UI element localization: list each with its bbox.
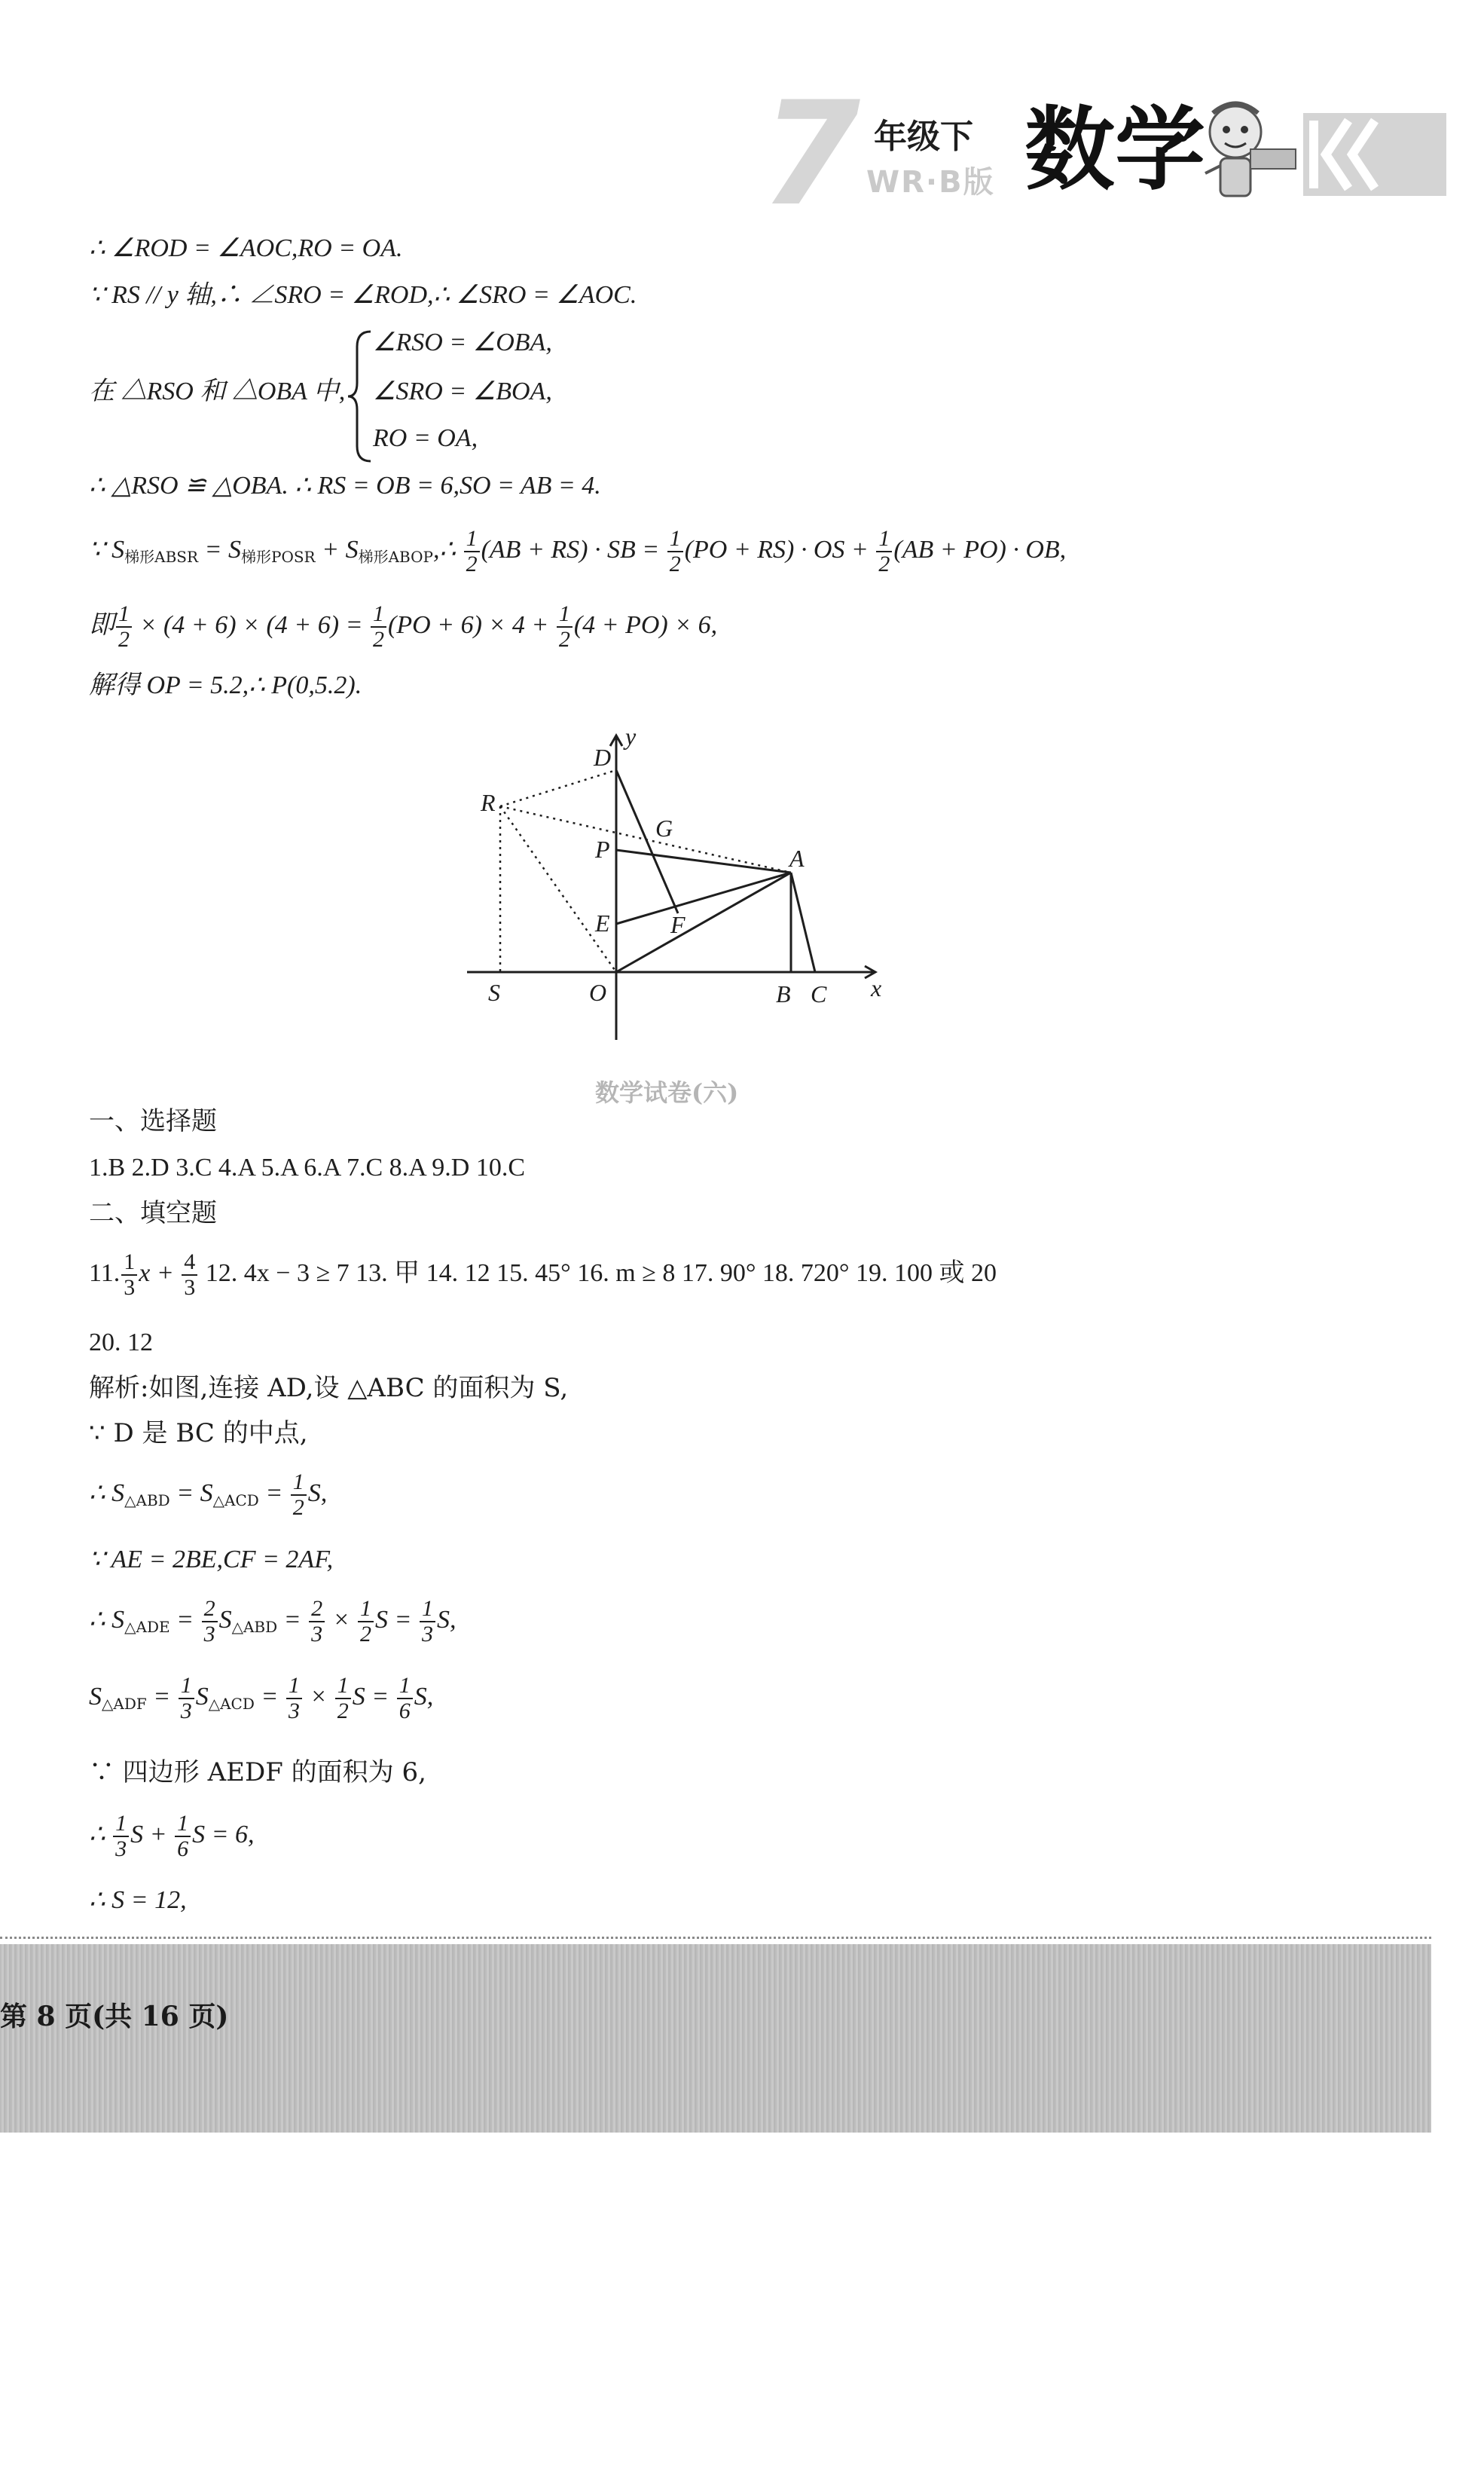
fraction-half: $\frac{1}{2}$: [557, 602, 573, 652]
fill-answers: 11. $\frac{1}{3}$ x + $\frac{4}{3}$ 12. 4x − 3 ≥ 7 13. 甲 14. 12 15. 45° 16. m ≥ 8 17. 90° 18. 720° 19. 100 或 20: [89, 1249, 997, 1301]
subject-title: 数学: [1024, 98, 1205, 203]
calc-equation: 即 $\frac{1}{2}$ × (4 + 6) × (4 + 6) = $\frac{1}{2}$ (PO + 6) × 4 + $\frac{1}{2}$ (4 + PO) × 6,: [89, 601, 718, 653]
label-p: P: [595, 836, 610, 863]
geometry-figure: [452, 723, 904, 1070]
fraction-half: $\frac{1}{2}$: [667, 527, 683, 576]
fraction-third: $\frac{1}{3}$: [179, 1674, 194, 1723]
grade-seven-mark: 7: [761, 71, 861, 237]
label-s: S: [488, 979, 500, 1006]
fraction-half: $\frac{1}{2}$: [876, 527, 892, 576]
analysis-line-4: ∵ AE = 2BE,CF = 2AF,: [89, 1546, 334, 1573]
analysis-line-3: ∴ $S_{\triangle ABD} = S_{\triangle ACD}$ = $\frac{1}{2}$ S,: [89, 1469, 328, 1521]
fraction-sixth: $\frac{1}{6}$: [175, 1812, 191, 1861]
figure-caption: 数学试卷(六): [595, 1078, 739, 1107]
fraction-two-thirds: $\frac{2}{3}$: [202, 1597, 218, 1647]
fraction-half: $\frac{1}{2}$: [335, 1674, 351, 1723]
analysis-line-6: $S_{\triangle ADF}$ = $\frac{1}{3}$ $S_{\triangle ACD}$ = $\frac{1}{3}$ × $\frac{1}{2}$ S = $\frac{1}{6}$ S,: [89, 1673, 434, 1724]
section-fill-title: 二、填空题: [89, 1198, 217, 1228]
proof-line-congruence: ∴ △RSO ≌ △OBA. ∴ RS = OB = 6,SO = AB = 4.: [89, 472, 601, 500]
label-a: A: [789, 845, 805, 872]
proof-line-1: ∴ ∠ROD = ∠AOC,RO = OA.: [89, 234, 403, 262]
fraction-four-thirds: $\frac{4}{3}$: [182, 1250, 197, 1300]
choice-answers: 1.B 2.D 3.C 4.A 5.A 6.A 7.C 8.A 9.D 10.C: [89, 1154, 526, 1182]
fraction-half: $\frac{1}{2}$: [371, 602, 386, 652]
label-r: R: [481, 789, 496, 816]
label-c: C: [811, 980, 827, 1008]
fraction-third: $\frac{1}{3}$: [286, 1674, 302, 1723]
label-g: G: [655, 815, 673, 842]
label-x: x: [871, 974, 882, 1001]
analysis-line-5: ∴ $S_{\triangle ADE}$ = $\frac{2}{3}$ $S_{\triangle ABD}$ = $\frac{2}{3}$ × $\frac{1}{2}$ S = $\frac{1}{3}$ S,: [89, 1596, 456, 1647]
solution-line: 解得 OP = 5.2,∴ P(0,5.2).: [89, 671, 362, 699]
label-o: O: [589, 979, 607, 1006]
proof-line-2: ∵ RS // y 轴,∴ ∠SRO = ∠ROD,∴ ∠SRO = ∠AOC.: [89, 281, 637, 309]
section-choice-title: 一、选择题: [89, 1106, 217, 1136]
system-line-1: ∠RSO = ∠OBA,: [373, 329, 552, 356]
fraction-half: $\frac{1}{2}$: [291, 1470, 307, 1520]
grade-label: 年级下: [874, 118, 973, 156]
system-line-3: RO = OA,: [373, 424, 478, 452]
page-number: 第 8 页(共 16 页): [0, 2001, 229, 2032]
label-f: F: [670, 911, 686, 938]
fraction-half: $\frac{1}{2}$: [358, 1597, 374, 1647]
fraction-third: $\frac{1}{3}$: [121, 1250, 137, 1300]
label-b: B: [776, 980, 791, 1008]
analysis-line-1: 解析:如图,连接 AD,设 △ABC 的面积为 S,: [89, 1373, 569, 1403]
label-e: E: [595, 910, 610, 937]
system-brace: [345, 329, 375, 464]
footer-band: [0, 1944, 1431, 2133]
chevron-decoration-icon: [1303, 113, 1446, 196]
fraction-sixth: $\frac{1}{6}$: [397, 1674, 413, 1723]
analysis-line-7: ∵ 四边形 AEDF 的面积为 6,: [89, 1757, 426, 1787]
system-line-2: ∠SRO = ∠BOA,: [373, 378, 552, 405]
fraction-two-thirds: $\frac{2}{3}$: [309, 1597, 325, 1647]
mascot-icon: [1175, 90, 1303, 211]
area-equation: ∵ $S_{梯形ABSR} = S_{梯形POSR}$ + $S_{梯形ABOP},\therefore$ $\frac{1}{2}$ (AB + RS) · SB = $\frac{1}{2}$ (PO + RS) · OS + $\frac{1}{2}$ (AB + PO) · OB,: [89, 526, 1067, 577]
edition-label: WR·B版: [866, 165, 995, 200]
analysis-line-9: ∴ S = 12,: [89, 1886, 187, 1914]
analysis-line-8: ∴ $\frac{1}{3}$ S + $\frac{1}{6}$ S = 6,: [89, 1811, 255, 1862]
fill-answer-20: 20. 12: [89, 1329, 153, 1356]
label-y: y: [625, 723, 637, 750]
analysis-line-2: ∵ D 是 BC 的中点,: [89, 1418, 308, 1448]
fraction-half: $\frac{1}{2}$: [116, 602, 132, 652]
fraction-half: $\frac{1}{2}$: [464, 527, 480, 576]
fraction-third: $\frac{1}{3}$: [420, 1597, 435, 1647]
proof-line-3: 在 △RSO 和 △OBA 中,: [89, 378, 346, 405]
label-d: D: [594, 744, 612, 771]
fraction-third: $\frac{1}{3}$: [113, 1812, 129, 1861]
